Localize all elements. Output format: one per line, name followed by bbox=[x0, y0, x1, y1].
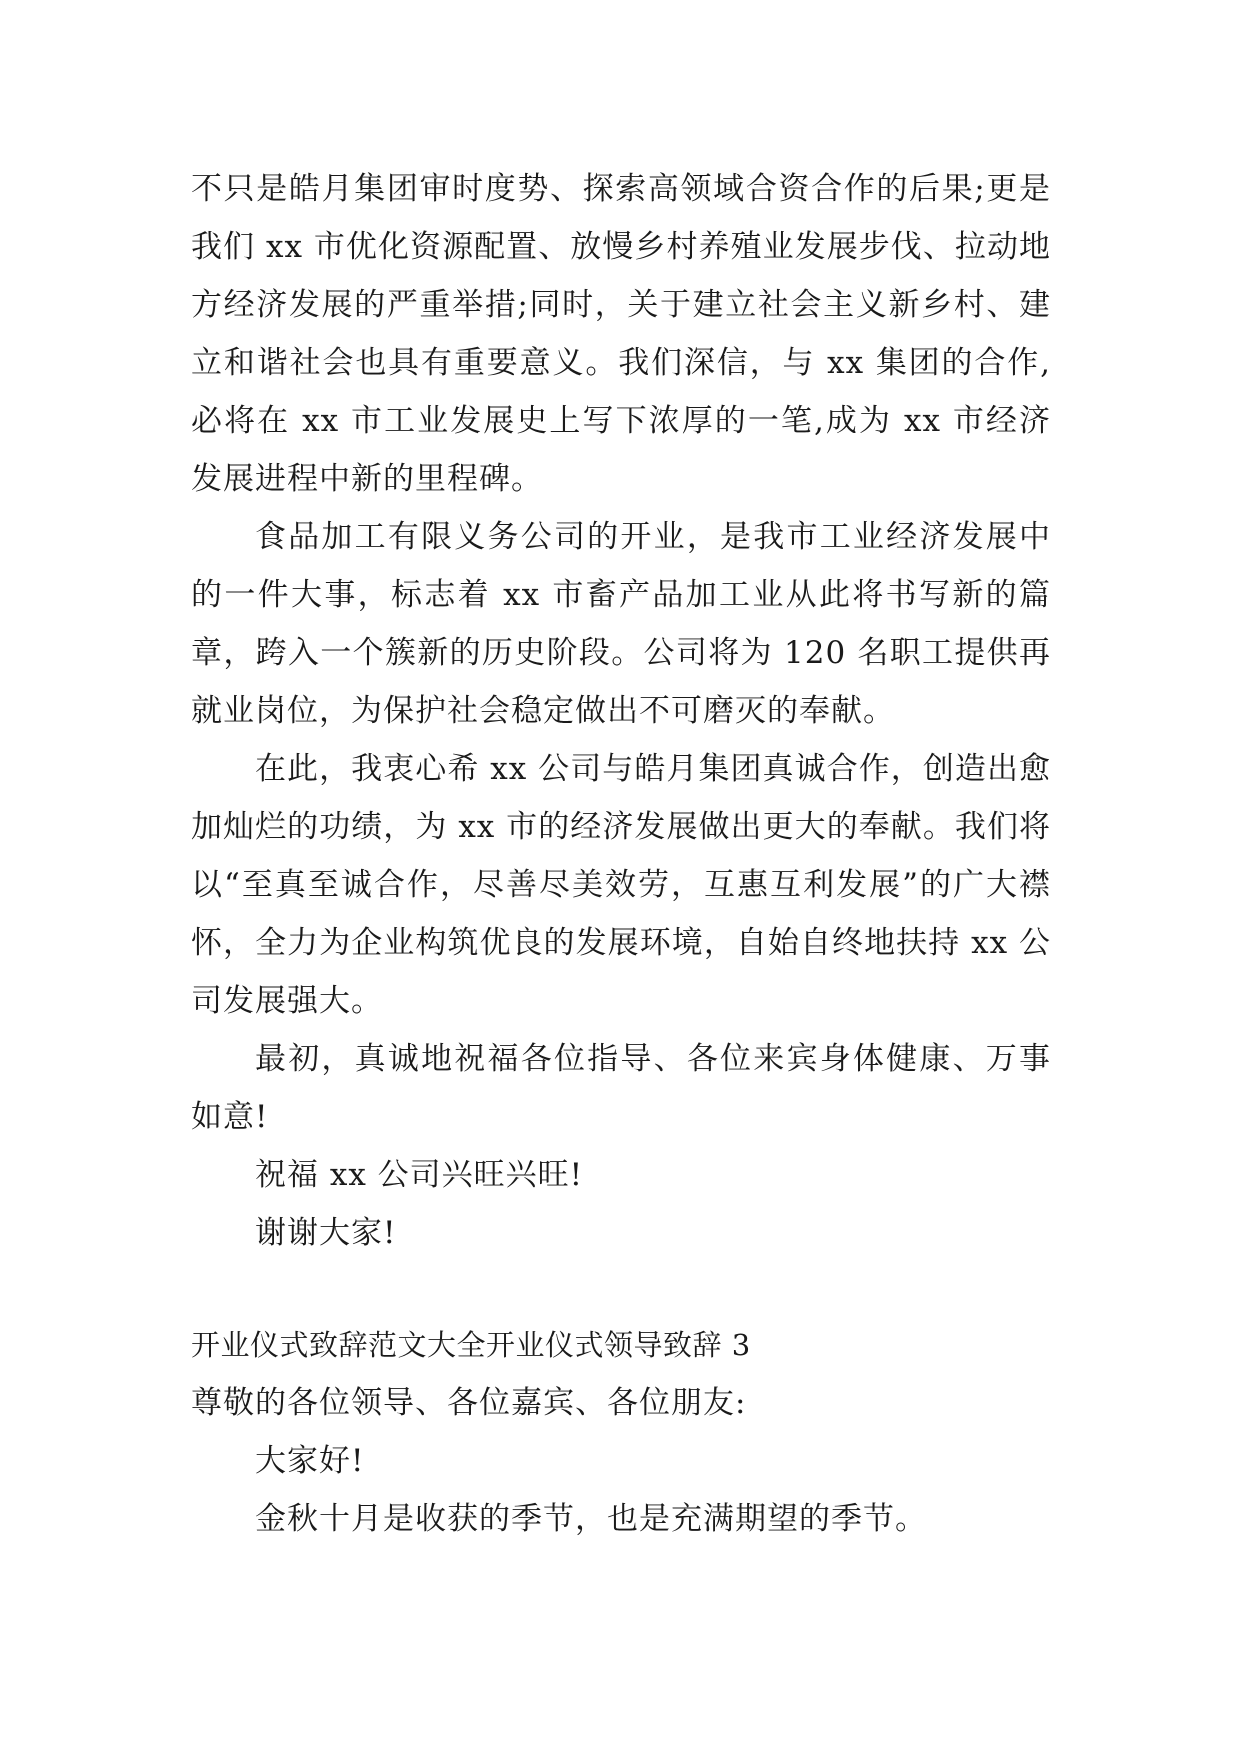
paragraph-continued: 不只是皓月集团审时度势、探索高领域合资合作的后果;更是我们 xx 市优化资源配置、放慢乡村养殖业发展步伐、拉动地方经济发展的严重举措;同时，关于建立社会主义新乡村、建立和谐社会也具有重要意义。我们深信，与 xx 集团的合作,必将在 xx 市工业发展史上写下浓厚的一笔,成为 xx 市经济发展进程中新的里程碑。 bbox=[191, 171, 1051, 497]
closing-blessing: 祝福 xx 公司兴旺兴旺! bbox=[255, 1157, 584, 1193]
paragraph-final-blessing: 最初，真诚地祝福各位指导、各位来宾身体健康、万事如意! bbox=[191, 1041, 1051, 1135]
section-title: 开业仪式致辞范文大全开业仪式领导致辞 3 bbox=[191, 1328, 751, 1362]
closing-thanks: 谢谢大家! bbox=[255, 1215, 397, 1251]
paragraph-wishes-cooperation: 在此，我衷心希 xx 公司与皓月集团真诚合作，创造出愈加灿烂的功绩，为 xx 市的经济发展做出更大的奉献。我们将以“至真至诚合作，尽善尽美效劳，互惠互利发展”的广大襟怀，全力为企业构筑优良的发展环境，自始自终地扶持 xx 公司发展强大。 bbox=[191, 751, 1051, 1019]
opening-sentence: 金秋十月是收获的季节，也是充满期望的季节。 bbox=[255, 1501, 927, 1537]
section-gap bbox=[191, 1262, 1051, 1316]
document-body bbox=[191, 160, 1051, 1548]
salutation: 尊敬的各位领导、各位嘉宾、各位朋友: bbox=[191, 1385, 747, 1421]
greeting: 大家好! bbox=[255, 1443, 365, 1479]
paragraph-company-opening: 食品加工有限义务公司的开业，是我市工业经济发展中的一件大事，标志着 xx 市畜产品加工业从此将书写新的篇章，跨入一个簇新的历史阶段。公司将为 120 名职工提供再就业岗位，为保护社会稳定做出不可磨灭的奉献。 bbox=[191, 519, 1051, 729]
